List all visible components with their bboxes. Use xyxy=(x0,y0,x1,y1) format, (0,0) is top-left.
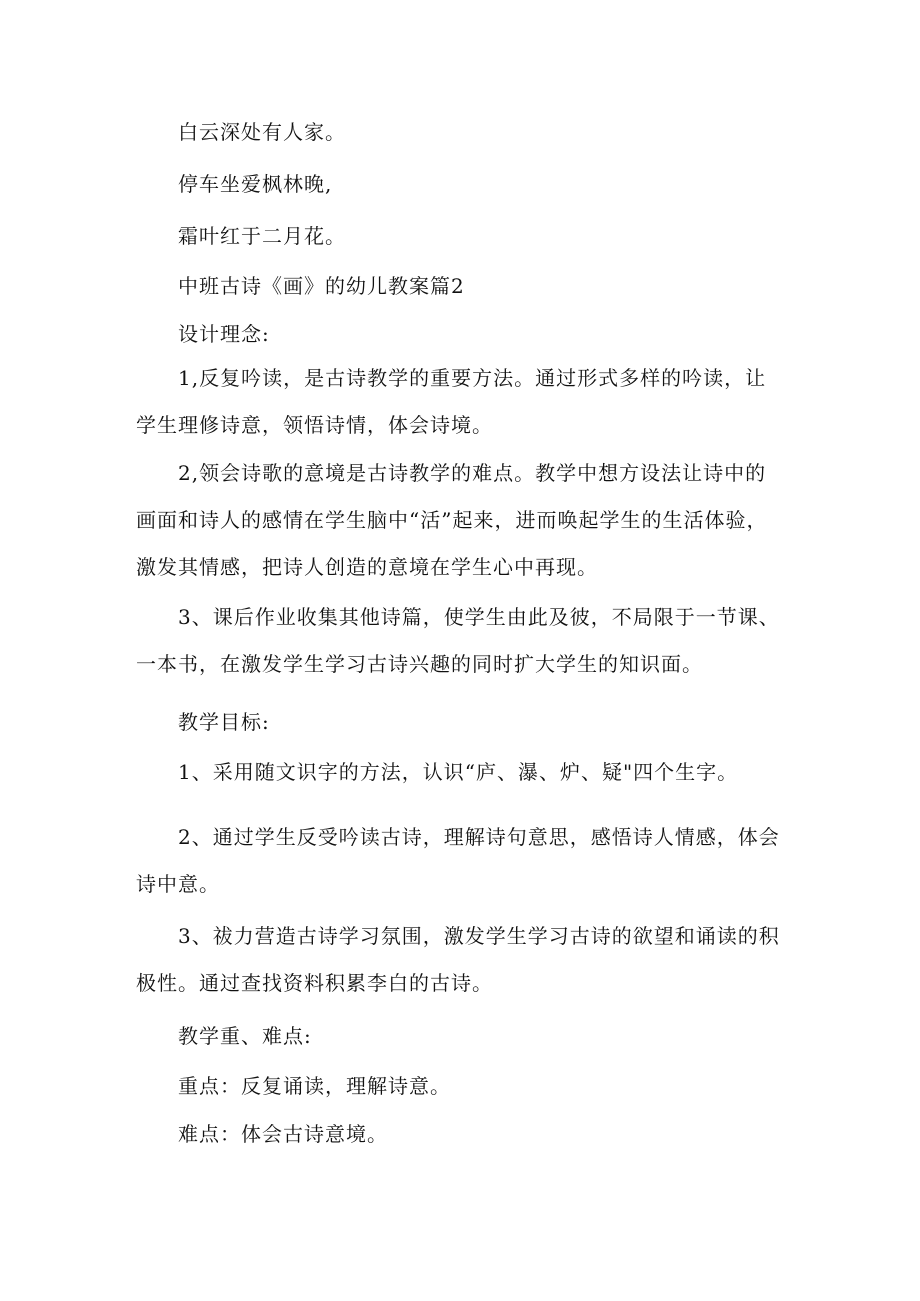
design-paragraph-3: 3、课后作业收集其他诗篇，使学生由此及彼，不局限于一节课、一本书，在激发学生学习古诗兴趣的同时扩大学生的知识面。 xyxy=(136,605,780,676)
focus-difficulty: 难点：体会古诗意境。 xyxy=(178,1122,388,1146)
design-paragraph-1: 1,反复吟读，是古诗教学的重要方法。通过形式多样的吟读，让学生理修诗意，领悟诗情，体会诗境。 xyxy=(136,366,767,437)
goal-3: 3、祓力营造古诗学习氛围，激发学生学习古诗的欲望和诵读的积极性。通过查找资料积累李白的古诗。 xyxy=(136,924,780,995)
focus-key-point: 重点：反复诵读，理解诗意。 xyxy=(178,1074,451,1098)
design-heading: 设计理念: xyxy=(178,322,270,346)
goal-2: 2、通过学生反受吟读古诗，理解诗句意思，感悟诗人情感，体会诗中意。 xyxy=(136,825,780,896)
goals-heading: 教学目标: xyxy=(178,710,270,734)
poem-line-3: 霜叶红于二月花。 xyxy=(178,224,346,248)
design-paragraph-2: 2,领会诗歌的意境是古诗教学的难点。教学中想方设法让诗中的画面和诗人的感情在学生脑中“活”起来，进而唤起学生的生活体验，激发其情感，把诗人创造的意境在学生心中再现。 xyxy=(136,461,768,579)
poem-line-2: 停车坐爱枫林晚, xyxy=(178,172,333,196)
poem-line-1: 白云深处有人家。 xyxy=(178,120,346,144)
section-title: 中班古诗《画》的幼儿教案篇2 xyxy=(178,274,465,298)
focus-heading: 教学重、难点: xyxy=(178,1024,312,1048)
goal-1: 1、采用随文识字的方法，认识“庐、瀑、炉、疑"四个生字。 xyxy=(178,760,739,784)
